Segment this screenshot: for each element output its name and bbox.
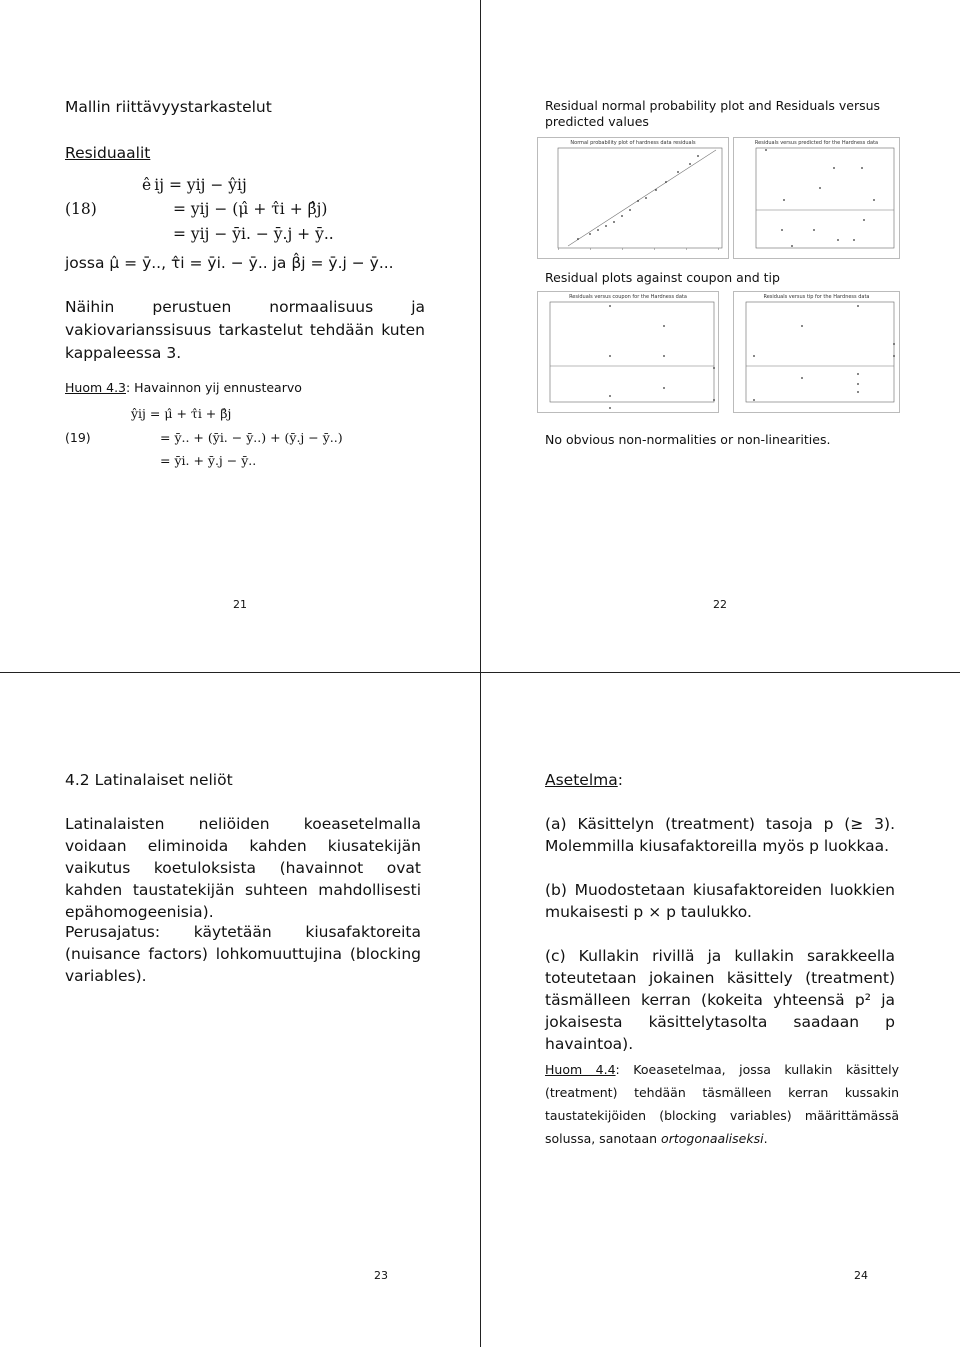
plot-title: Residuals versus predicted for the Hardness data — [754, 140, 879, 146]
item-b: (b) Muodostetaan kiusafaktoreiden luokkien mukaisesti p × p taulukko. — [545, 881, 895, 921]
page-21 — [0, 0, 480, 673]
paragraph-normality: Näihin perustuen normaalisuus ja vakiovarianssisuus tarkastelut tehdään kuten kappaleessa 3. — [65, 298, 425, 362]
remark-text: : Koeasetelmaa, jossa kullakin käsittely (treatment) tehdään täsmälleen kerran kussakin taustatekijöiden (blocking variables) määrittämässä solussa, sanotaan — [545, 1062, 899, 1146]
page-title: 4.2 Latinalaiset neliöt — [65, 771, 233, 789]
page-24 — [480, 673, 960, 1346]
normal-probability-plot — [537, 137, 729, 259]
title-suffix: : — [617, 771, 623, 789]
equation-18-line3: = yij − ȳi. − ȳ.j + ȳ.. — [173, 225, 334, 243]
equation-where-line: jossa μ̂ = ȳ.., τ̂i = ȳi. − ȳ.. ja β̂j = ȳ.j − ȳ... — [65, 254, 394, 272]
heading-residual-normal-probability: Residual normal probability plot and Residuals versus predicted values — [545, 98, 881, 129]
page-number: 21 — [233, 598, 247, 611]
page-22 — [480, 0, 960, 673]
page-number: 23 — [374, 1269, 388, 1282]
plot-title: Residuals versus tip for the Hardness data — [763, 294, 870, 300]
equation-19-line3: = ȳi. + ȳ.j − ȳ.. — [160, 453, 257, 468]
item-a: (a) Käsittelyn (treatment) tasoja p (≥ 3). Molemmilla kiusafaktoreilla myös p luokkaa. — [545, 815, 895, 855]
equation-18-label: (18) — [65, 200, 97, 218]
remark-end: . — [763, 1131, 768, 1146]
residuals-vs-coupon-graphic — [538, 292, 718, 412]
remark-label: Huom 4.4 — [545, 1062, 616, 1077]
page-number: 22 — [713, 598, 727, 611]
residuals-vs-predicted-graphic — [734, 138, 899, 258]
equation-18-line2: = yij − (μ̂ + τ̂i + β̂j) — [173, 200, 328, 218]
remark-4-3 — [65, 380, 302, 396]
residuals-vs-tip-plot — [733, 291, 900, 413]
remark-4-4 — [545, 1058, 899, 1150]
page-number: 24 — [854, 1269, 868, 1282]
remark-text: : Havainnon yij ennustearvo — [126, 380, 302, 395]
item-c: (c) Kullakin rivillä ja kullakin sarakkeella toteutetaan jokainen käsittely (treatment) täsmälleen kerran (kokeita yhteensä p² ja jokaisesta käsittelytasolta saadaan p havaintoa). — [545, 947, 895, 1053]
residuals-vs-tip-graphic — [734, 292, 899, 412]
page-title — [545, 769, 623, 791]
residuals-vs-predicted-plot — [733, 137, 900, 259]
paragraph-latin-squares: Latinalaisten neliöiden koeasetelmalla voidaan eliminoida kahden kiusatekijän vaikutus koetuloksista (havainnot ovat kahden taustatekijän suhteen mahdollisesti epähomogeenisia). — [65, 815, 421, 921]
residuals-vs-coupon-plot — [537, 291, 719, 413]
normal-probability-plot-graphic — [538, 138, 728, 258]
remark-label: Huom 4.3 — [65, 380, 126, 395]
remark-term: ortogonaaliseksi — [661, 1131, 764, 1146]
plot-title: Residuals versus coupon for the Hardness data — [569, 294, 687, 300]
equation-18-line1: ê ij = yij − ŷij — [142, 176, 247, 194]
section-heading-residuals: Residuaalit — [65, 144, 151, 162]
equation-19-line1: ŷij = μ̂ + τ̂i + β̂j — [131, 406, 232, 421]
equation-19-label: (19) — [65, 430, 91, 445]
equation-19-line2: = ȳ.. + (ȳi. − ȳ..) + (ȳ.j − ȳ..) — [160, 430, 343, 445]
plot-title: Normal probability plot of hardness data residuals — [570, 140, 696, 146]
page-title: Mallin riittävyystarkastelut — [65, 98, 272, 116]
conclusion-text: No obvious non-normalities or non-linearities. — [545, 432, 831, 447]
title-text: Asetelma — [545, 771, 618, 789]
page-23 — [0, 673, 480, 1346]
heading-residual-plots-coupon-tip: Residual plots against coupon and tip — [545, 270, 780, 285]
paragraph-basic-idea: Perusajatus: käytetään kiusafaktoreita (nuisance factors) lohkomuuttujina (blocking variables). — [65, 923, 421, 985]
